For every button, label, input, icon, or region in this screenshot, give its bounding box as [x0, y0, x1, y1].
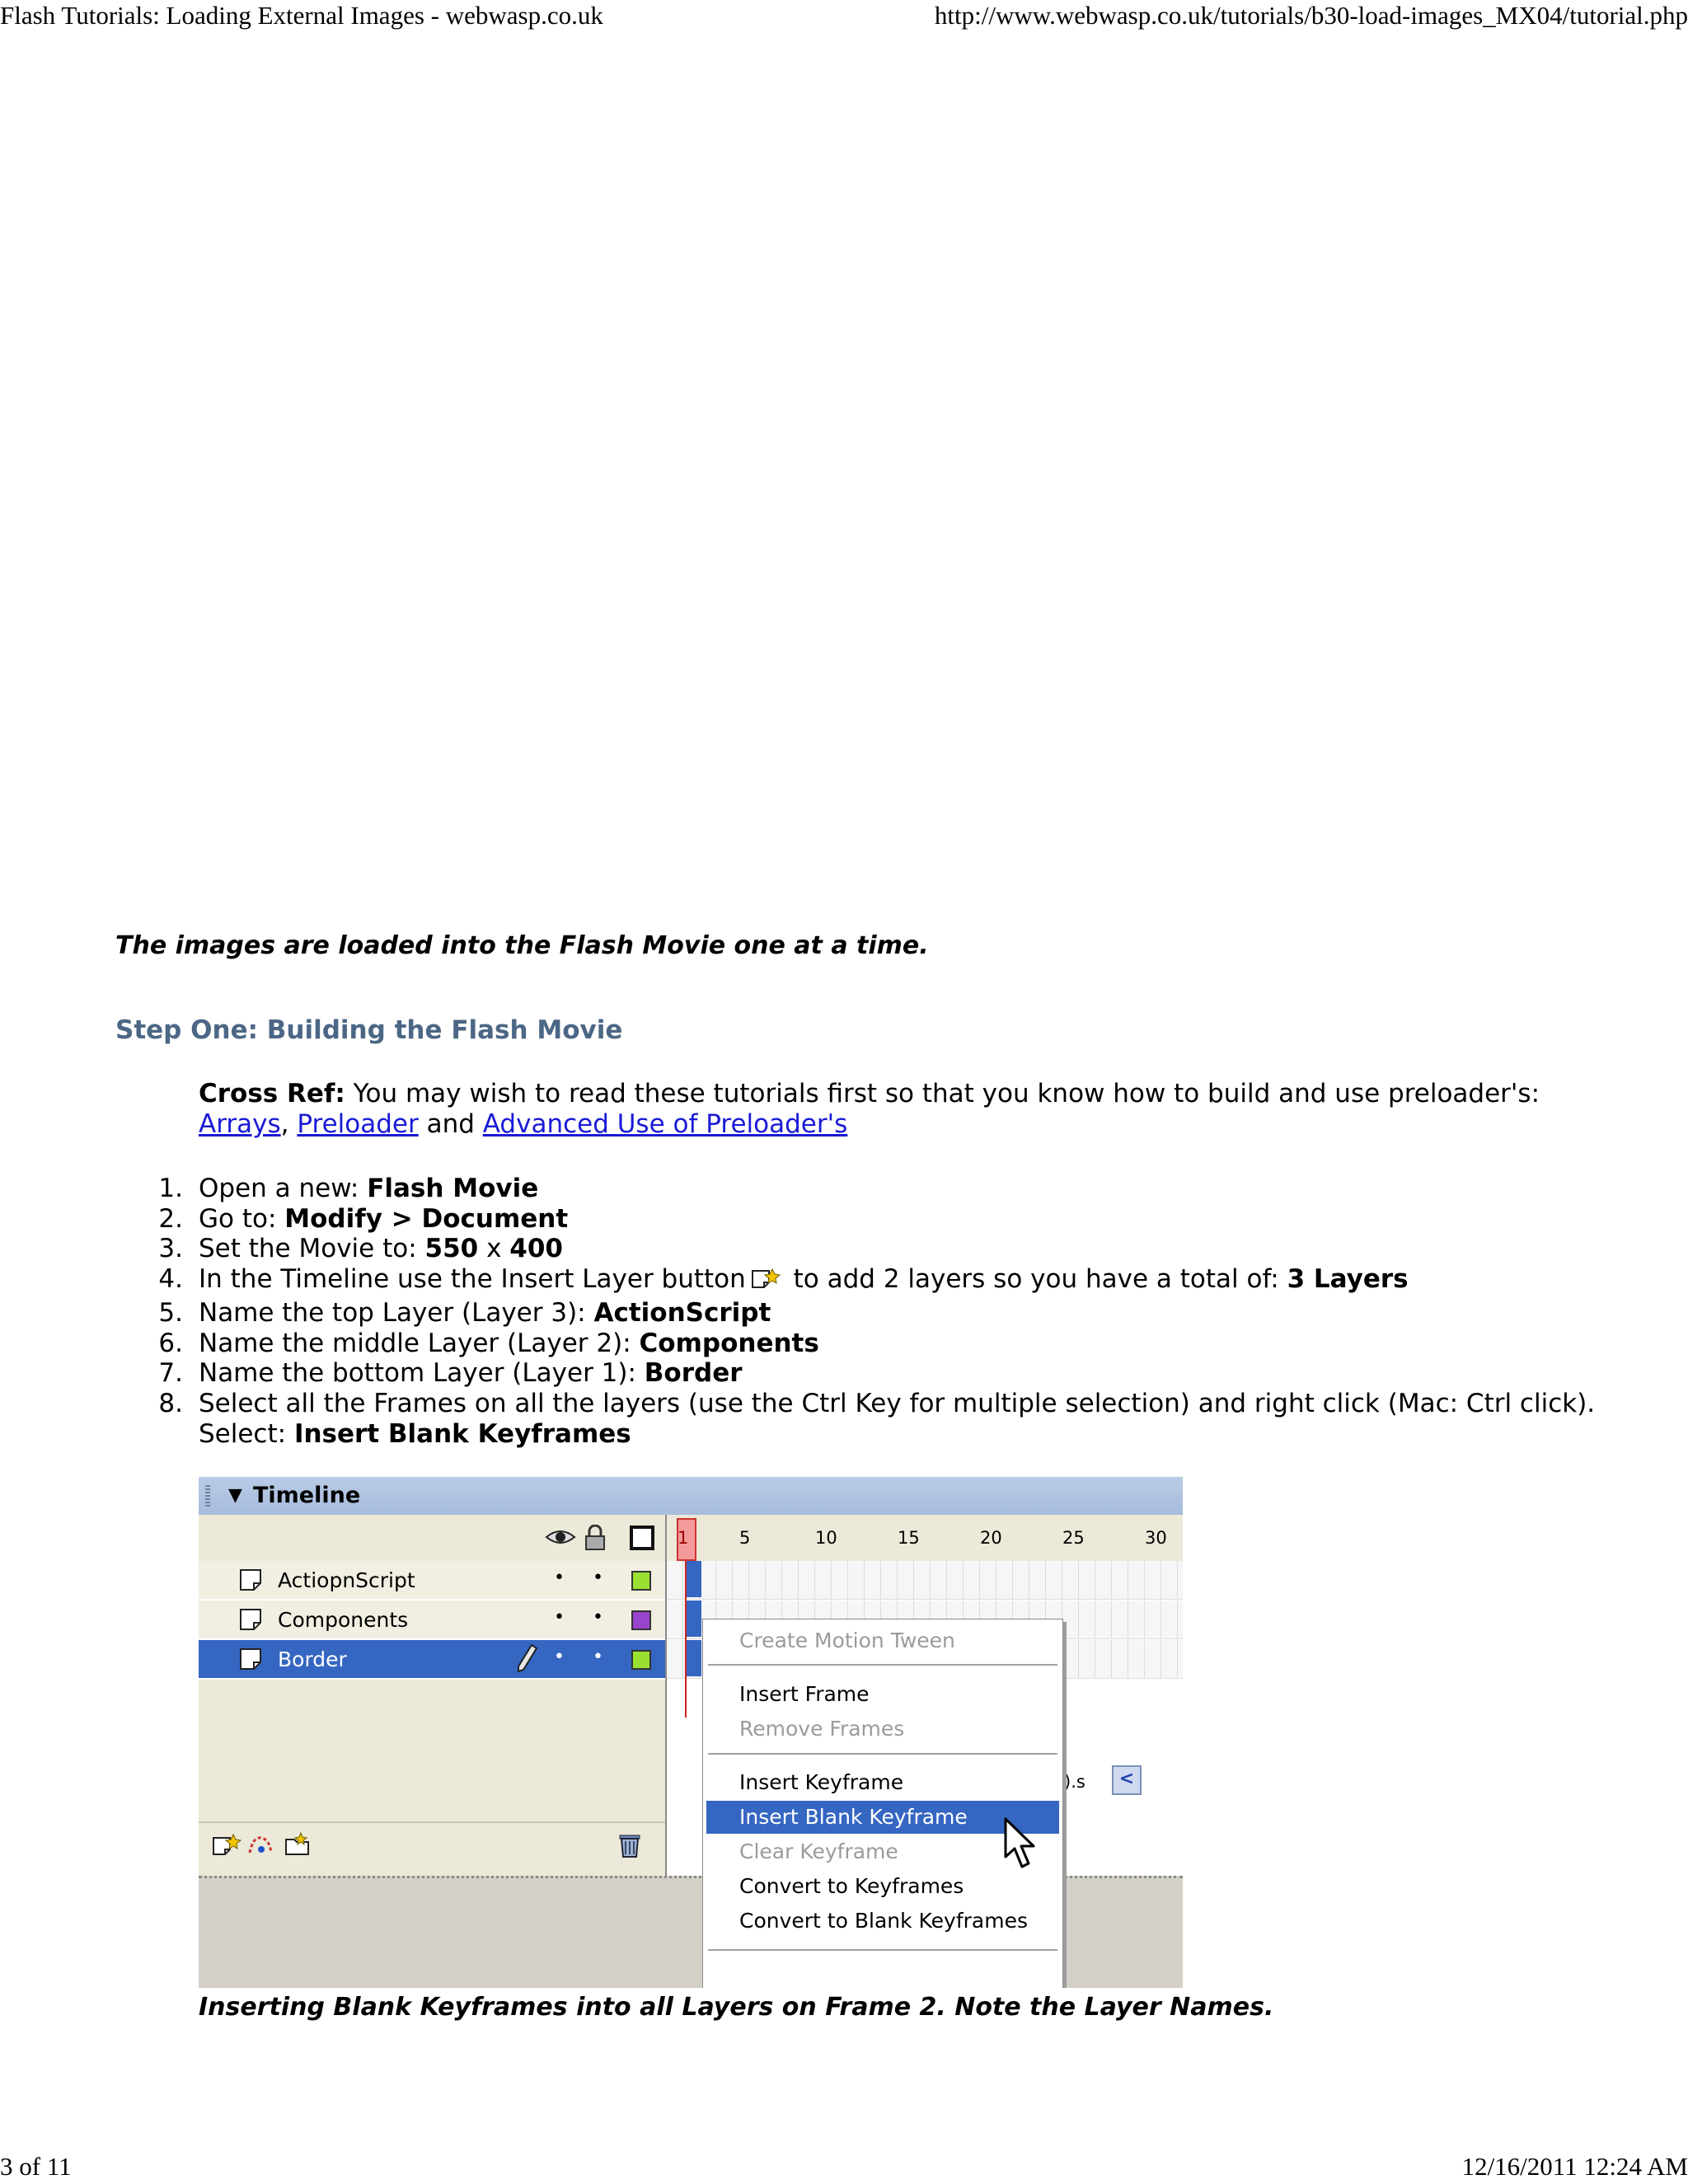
- lock-dot[interactable]: •: [593, 1568, 603, 1588]
- step-item: [140, 1358, 1665, 1389]
- mouse-pointer-icon: [1004, 1817, 1042, 1875]
- layer-panel: [199, 1515, 665, 1876]
- layer-icon: [238, 1607, 265, 1637]
- menu-separator: [708, 1753, 1057, 1755]
- page-url: http://www.webwasp.co.uk/tutorials/b30-load-images_MX04/tutorial.php: [934, 1, 1688, 30]
- ruler-tick: 20: [980, 1528, 1002, 1548]
- menu-insert-keyframe[interactable]: Insert Keyframe: [739, 1770, 904, 1794]
- scroll-left-button[interactable]: <: [1112, 1765, 1142, 1795]
- cross-ref-label: Cross Ref:: [199, 1079, 345, 1108]
- step-bold: ActionScript: [593, 1297, 771, 1328]
- layer-row-border[interactable]: [199, 1640, 665, 1680]
- elapsed-time: ).s: [1064, 1772, 1085, 1792]
- step-number: 6.: [158, 1328, 183, 1358]
- cross-ref: [199, 1079, 1600, 1140]
- layer-color-swatch[interactable]: [631, 1571, 651, 1591]
- step-text: In the Timeline use the Insert Layer button: [199, 1264, 746, 1295]
- intro-text: The images are loaded into the Flash Movie one at a time.: [115, 931, 929, 960]
- step-bold: Insert Blank Keyframes: [293, 1418, 631, 1449]
- ruler-tick: 5: [739, 1528, 751, 1548]
- collapse-triangle-icon[interactable]: ▼: [228, 1485, 242, 1506]
- menu-insert-frame[interactable]: Insert Frame: [739, 1682, 870, 1706]
- step-item: [140, 1264, 1665, 1298]
- link-advanced-preloader[interactable]: Advanced Use of Preloader's: [482, 1109, 848, 1139]
- figure-caption: Inserting Blank Keyframes into all Layers on Frame 2. Note the Layer Names.: [199, 1993, 1274, 2022]
- step-item: [140, 1204, 1665, 1235]
- section-heading: Step One: Building the Flash Movie: [115, 1015, 623, 1045]
- menu-remove-frames[interactable]: Remove Frames: [739, 1717, 905, 1741]
- layer-icon: [238, 1647, 265, 1676]
- ruler-tick: 1: [678, 1528, 689, 1548]
- insert-layer-icon: [749, 1266, 782, 1298]
- step-item: [140, 1174, 1665, 1204]
- page-number: 3 of 11: [0, 2152, 72, 2181]
- step-number: 4.: [158, 1264, 183, 1295]
- layer-color-swatch[interactable]: [631, 1610, 651, 1630]
- page-title: Flash Tutorials: Loading External Images - webwasp.co.uk: [0, 1, 603, 30]
- step-item: [140, 1329, 1665, 1359]
- layer-icon: [238, 1568, 265, 1597]
- step-text: x: [478, 1234, 510, 1264]
- step-text: Go to:: [199, 1203, 285, 1234]
- print-datetime: 12/16/2011 12:24 AM: [1461, 2152, 1688, 2181]
- ruler-tick: 25: [1062, 1528, 1085, 1548]
- layer-panel-header: [199, 1515, 665, 1563]
- trash-icon[interactable]: [617, 1831, 642, 1864]
- step-bold: 3 Layers: [1287, 1264, 1409, 1295]
- selected-frame[interactable]: [685, 1640, 701, 1676]
- timeline-title: Timeline: [253, 1483, 361, 1508]
- frame-ruler: [667, 1515, 1183, 1562]
- step-bold: 400: [509, 1234, 564, 1264]
- step-bold: Components: [639, 1328, 819, 1358]
- menu-separator: [708, 1949, 1057, 1952]
- cross-ref-text: You may wish to read these tutorials first so that you know how to build and use preloader's:: [345, 1079, 1540, 1108]
- add-motion-guide-icon[interactable]: [245, 1831, 278, 1863]
- layer-name: ActiopnScript: [278, 1568, 415, 1592]
- steps-list: [140, 1174, 1665, 1449]
- print-footer: [0, 2151, 1688, 2182]
- layer-color-swatch[interactable]: [631, 1650, 651, 1670]
- layer-row-components[interactable]: [199, 1601, 665, 1640]
- step-text: Name the middle Layer (Layer 2):: [199, 1328, 640, 1358]
- layer-name: Components: [278, 1608, 409, 1632]
- step-number: 1.: [158, 1174, 183, 1203]
- timeline-screenshot: [199, 1477, 1183, 1988]
- ruler-tick: 15: [898, 1528, 920, 1548]
- menu-clear-keyframe[interactable]: Clear Keyframe: [739, 1840, 898, 1863]
- step-text: to add 2 layers so you have a total of:: [785, 1264, 1287, 1295]
- context-menu: [702, 1619, 1063, 1988]
- step-bold: Border: [644, 1358, 743, 1389]
- selected-frame[interactable]: [685, 1601, 701, 1637]
- playhead-line: [685, 1561, 687, 1718]
- lock-dot[interactable]: •: [593, 1647, 603, 1667]
- step-bold: 550: [424, 1234, 479, 1264]
- ruler-tick: 30: [1145, 1528, 1167, 1548]
- grip-icon: [205, 1485, 210, 1507]
- link-preloader[interactable]: Preloader: [297, 1109, 419, 1139]
- menu-create-motion-tween[interactable]: Create Motion Tween: [739, 1629, 955, 1652]
- frame-row[interactable]: [667, 1561, 1183, 1600]
- layer-name: Border: [278, 1647, 347, 1671]
- ruler-tick: 10: [815, 1528, 837, 1548]
- step-number: 3.: [158, 1234, 183, 1264]
- visibility-dot[interactable]: •: [554, 1607, 565, 1628]
- layer-row-actionscript[interactable]: [199, 1561, 665, 1601]
- step-number: 5.: [158, 1297, 183, 1328]
- step-text: Select all the Frames on all the layers (use the Ctrl Key for multiple selection) and right click (Mac: Ctrl click).: [199, 1388, 1596, 1418]
- step-text: Name the top Layer (Layer 3):: [199, 1297, 594, 1328]
- step-number: 7.: [158, 1358, 183, 1389]
- insert-folder-icon[interactable]: [281, 1831, 314, 1863]
- step-bold: Flash Movie: [367, 1174, 539, 1203]
- step-item: [140, 1389, 1665, 1449]
- selected-frame[interactable]: [685, 1561, 701, 1597]
- cross-ref-sep: and: [418, 1109, 483, 1139]
- outline-icon[interactable]: [629, 1525, 655, 1556]
- step-item: [140, 1298, 1665, 1329]
- step-item: [140, 1234, 1665, 1264]
- menu-insert-blank-keyframe[interactable]: Insert Blank Keyframe: [706, 1801, 1059, 1834]
- link-arrays[interactable]: Arrays: [199, 1109, 281, 1139]
- pencil-icon: [515, 1643, 538, 1678]
- step-number: 8.: [158, 1388, 183, 1418]
- lock-icon[interactable]: [584, 1525, 606, 1556]
- menu-separator: [708, 1664, 1057, 1666]
- visibility-dot[interactable]: •: [554, 1647, 565, 1667]
- step-text: Name the bottom Layer (Layer 1):: [199, 1358, 645, 1389]
- menu-convert-to-blank-keyframes[interactable]: Convert to Blank Keyframes: [739, 1909, 1029, 1933]
- step-number: 2.: [158, 1203, 183, 1234]
- step-text: Set the Movie to:: [199, 1234, 425, 1264]
- step-text: Select:: [199, 1418, 294, 1449]
- print-header: [0, 0, 1688, 31]
- step-bold: Modify > Document: [284, 1203, 569, 1234]
- menu-convert-to-keyframes[interactable]: Convert to Keyframes: [739, 1874, 964, 1898]
- lock-dot[interactable]: •: [593, 1607, 603, 1628]
- layer-panel-footer: [199, 1821, 665, 1869]
- cross-ref-sep: ,: [280, 1109, 298, 1139]
- step-text: Open a new:: [199, 1174, 368, 1203]
- timeline-titlebar: [199, 1477, 1183, 1515]
- insert-layer-icon[interactable]: [210, 1831, 243, 1863]
- visibility-dot[interactable]: •: [554, 1568, 565, 1588]
- eye-icon[interactable]: [545, 1525, 576, 1554]
